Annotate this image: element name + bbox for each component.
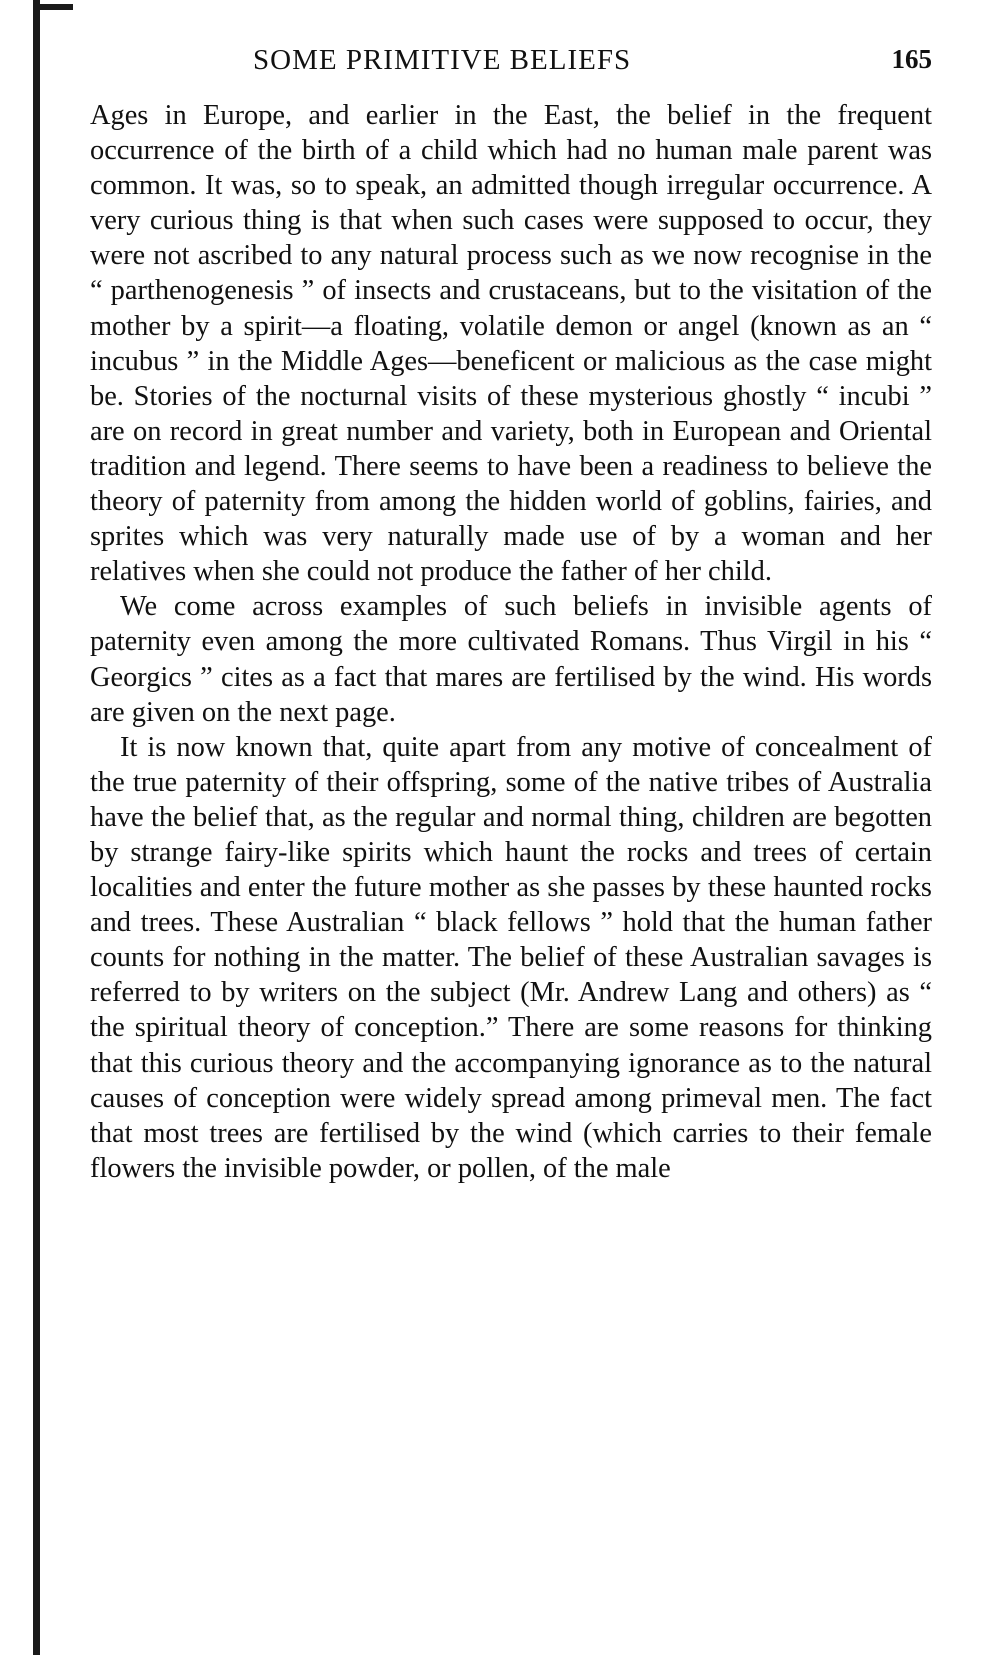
body-text bbox=[90, 98, 932, 1186]
paragraph-3: It is now known that, quite apart from any motive of concealment of the true paternity of their offspring, some of the native tribes of Australia have the belief that, as the regular and normal thing, children are begotten by strange fairy-like spirits which haunt the rocks and trees of certain localities and enter the future mother as she passes by these haunted rocks and trees. These Australian “ black fellows ” hold that the human father counts for nothing in the matter. The belief of these Australian savages is referred to by writers on the subject (Mr. Andrew Lang and others) as “ the spiritual theory of conception.” There are some reasons for thinking that this curious theory and the accompanying ignorance as to the natural causes of conception were widely spread among primeval men. The fact that most trees are fertilised by the wind (which carries to their female flowers the invisible powder, or pollen, of the male bbox=[90, 731, 932, 1184]
running-head bbox=[90, 44, 932, 84]
binding-edge-shadow bbox=[33, 0, 40, 1655]
paragraph-1: Ages in Europe, and earlier in the East, the belief in the frequent occurrence of the birth of a child which had no human male parent was common. It was, so to speak, an admitted though irregular occurrence. A very curious thing is that when such cases were supposed to occur, they were not ascribed to any natural process such as we now recognise in the “ parthenogenesis ” of insects and crustaceans, but to the visitation of the mother by a spirit—a floating, volatile demon or angel (known as an “ incubus ” in the Middle Ages—beneficent or malicious as the case might be. Stories of the nocturnal visits of these mysterious ghostly “ incubi ” are on record in great number and variety, both in European and Oriental tradition and legend. There seems to have been a readiness to believe the theory of paternity from among the hidden world of goblins, fairies, and sprites which was very naturally made use of by a woman and her relatives when she could not produce the father of her child. bbox=[90, 100, 932, 588]
page-number: 165 bbox=[891, 44, 932, 74]
paragraph-2: We come across examples of such beliefs in invisible agents of paternity even among the more cultivated Romans. Thus Virgil in his “ Georgics ” cites as a fact that mares are fertilised by the wind. His words are given on the next page. bbox=[90, 591, 932, 728]
running-title: SOME PRIMITIVE BELIEFS bbox=[253, 44, 632, 76]
binding-edge-corner bbox=[33, 4, 73, 10]
